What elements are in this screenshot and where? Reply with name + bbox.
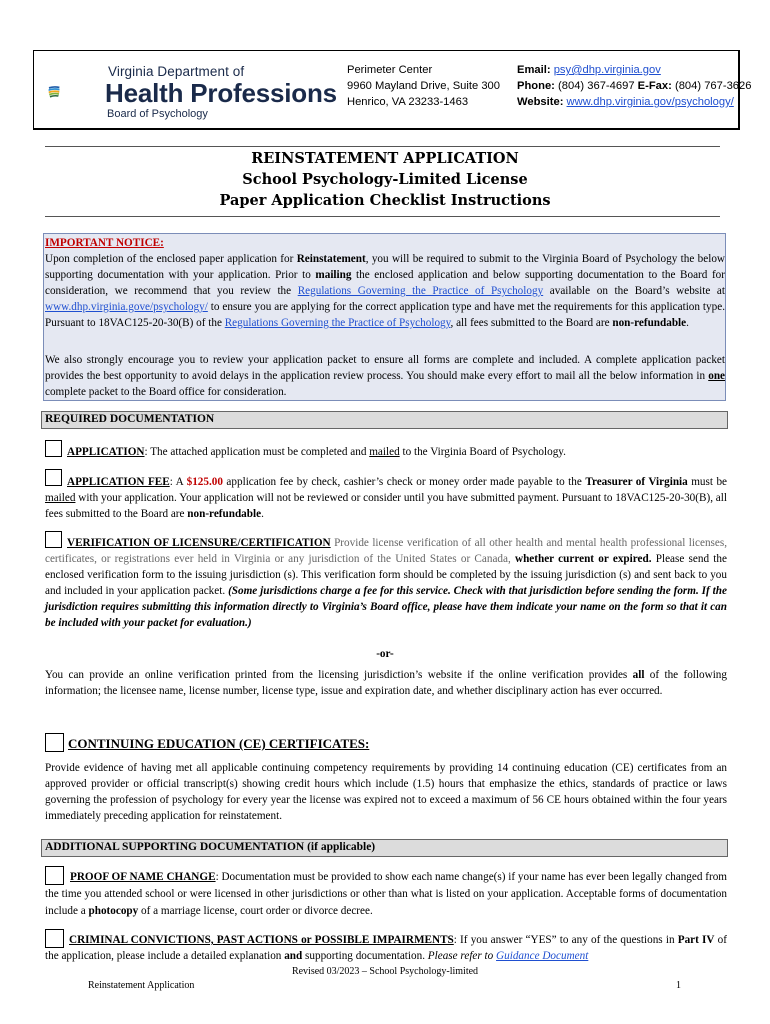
footer-doc-name: Reinstatement Application [88, 980, 195, 991]
logo-line-1: Virginia Department of [108, 64, 245, 79]
website-label: Website: [517, 96, 564, 108]
website-link[interactable]: www.dhp.virginia.gov/psychology/ [566, 96, 734, 108]
efax-value: (804) 767-3626 [674, 80, 752, 92]
notice-paragraph-2: We also strongly encourage you to review your application packet to ensure all forms are complete and included. A complete application packet provides the best opportunity to avoid delays in the application review process. You should make every effort to mail all the below information in one complete packet to the Board office for consideration. [45, 354, 725, 398]
logo-line-3: Board of Psychology [107, 108, 208, 120]
online-verification-item: You can provide an online verification printed from the licensing jurisdiction’s website if the online verification provides all of the following information; the licensee name, license number, license type, issue and expiration date, and whether disciplinary action has ever occurred. [45, 669, 727, 697]
email-link[interactable]: psy@dhp.virginia.gov [553, 64, 661, 76]
continuing-education-checkbox[interactable] [45, 733, 64, 752]
or-separator: -or- [376, 648, 394, 660]
page-title: REINSTATEMENT APPLICATION [251, 150, 519, 167]
notice-paragraph-1: IMPORTANT NOTICE: Upon completion of the enclosed paper application for Reinstatement, you will be required to submit to the Virginia Board of Psychology the below supporting documentation with your application. Prior to mailing the enclosed application and below supporting documentation to the Board for consideration, we recommend that you review the Regulations Governing the Practice of Psychology available on the Board’s website at www.dhp.virginia.gove/psychology/ to ensure you are applying for the correct application type and have met the requirements for this application type. Pursuant to 18VAC125-20-30(B) of the Regulations Governing the Practice of Psychology, all fees submitted to the Board are non-refundable. [45, 237, 725, 329]
application-fee-item: APPLICATION FEE: A $125.00 application fee by check, cashier’s check or money order made payable to the Treasurer of Virginia must be mailed with your application. Your application will not be reviewed or consider until you have submitted payment. Pursuant to 18VAC125-20-30(B), all fees submitted to the Board are non-refundable. [45, 476, 727, 520]
address-line-3: Henrico, VA 23233-1463 [347, 96, 469, 108]
page-subtitle: School Psychology-Limited License [242, 171, 528, 188]
continuing-education-text: Provide evidence of having met all applicable continuing competency requirements by providing 14 continuing education (CE) certificates from an approved provider or official transcript(s) showing credit hours which include (1.5) hours that emphasize the ethics, standards of practice or laws governing the profession of psychology for every year the license was expired not to exceed a maximum of 56 CE hours obtained within the four years immediately preceding application for reinstatement. [45, 762, 727, 822]
notice-heading: IMPORTANT NOTICE: [45, 237, 164, 249]
verification-item: VERIFICATION OF LICENSURE/CERTIFICATION Provide license verification of all other health and mental health professional licenses, certificates, or registrations ever held in Virginia or any jurisdiction of the United States or Canada, whether current or expired. Please send the enclosed verification form to the issuing jurisdiction (s). This verification form should be completed by the issuing jurisdiction (s) and sent back to you and included in your application packet. (Some jurisdictions charge a fee for this service. Check with that jurisdiction before sending the form. If the jurisdiction requires submitting this information directly to Virginia’s Board office, please have them indicate your name on the form so that it can be included with your packet for evaluation.) [45, 537, 728, 629]
regulations-link-1[interactable]: Regulations Governing the Practice of Psychology [297, 285, 544, 297]
required-documentation-header: REQUIRED DOCUMENTATION [41, 411, 728, 429]
title-bottom-rule [45, 216, 720, 217]
email-label: Email [517, 64, 547, 76]
dhp-logo-emblem [48, 58, 108, 126]
criminal-convictions-item: CRIMINAL CONVICTIONS, PAST ACTIONS or POSSIBLE IMPAIRMENTS: If you answer “YES” to any of the questions in Part IV of the application, please include a detailed explanation and supporting documentation. Please refer to Guidance Document [45, 934, 727, 962]
page-number: 1 [676, 980, 681, 991]
address-line-1: Perimeter Center [347, 64, 433, 76]
guidance-document-link[interactable]: Guidance Document [496, 950, 589, 962]
board-address [347, 62, 500, 110]
logo-line-2: Health Professions [105, 78, 337, 108]
regulations-link-2[interactable]: Regulations Governing the Practice of Psychology [224, 317, 451, 329]
title-top-rule [45, 146, 720, 147]
application-item: APPLICATION: The attached application must be completed and mailed to the Virginia Board of Psychology. [67, 446, 566, 458]
name-change-item: PROOF OF NAME CHANGE: Documentation must be provided to show each name change(s) if your name has ever been legally changed from the time you attended school or were licensed in other jurisdictions or other than what is listed on your application. Acceptable forms of documentation include a photocopy of a marriage license, court order or divorce decree. [45, 871, 728, 917]
revision-note: Revised 03/2023 – School Psychology-limited [291, 966, 479, 977]
board-contact: Email: psy@dhp.virginia.gov Phone: (804) 367-4697 E-Fax: (804) 767-3626 Website: www.dhp.virginia.gov/psychology/ [517, 64, 752, 108]
efax-label: E-Fax: [637, 80, 672, 92]
additional-documentation-header: ADDITIONAL SUPPORTING DOCUMENTATION (if applicable) [41, 839, 728, 857]
application-checkbox[interactable] [45, 440, 62, 457]
continuing-education-title: CONTINUING EDUCATION (CE) CERTIFICATES: [68, 736, 370, 751]
phone-value: (804) 367-4697 [558, 80, 635, 92]
page-subtitle-2: Paper Application Checklist Instructions [219, 192, 551, 209]
board-website-link[interactable]: www.dhp.virginia.gove/psychology/ [45, 301, 208, 313]
address-line-2: 9960 Mayland Drive, Suite 300 [347, 80, 500, 92]
phone-label: Phone: [517, 80, 555, 92]
